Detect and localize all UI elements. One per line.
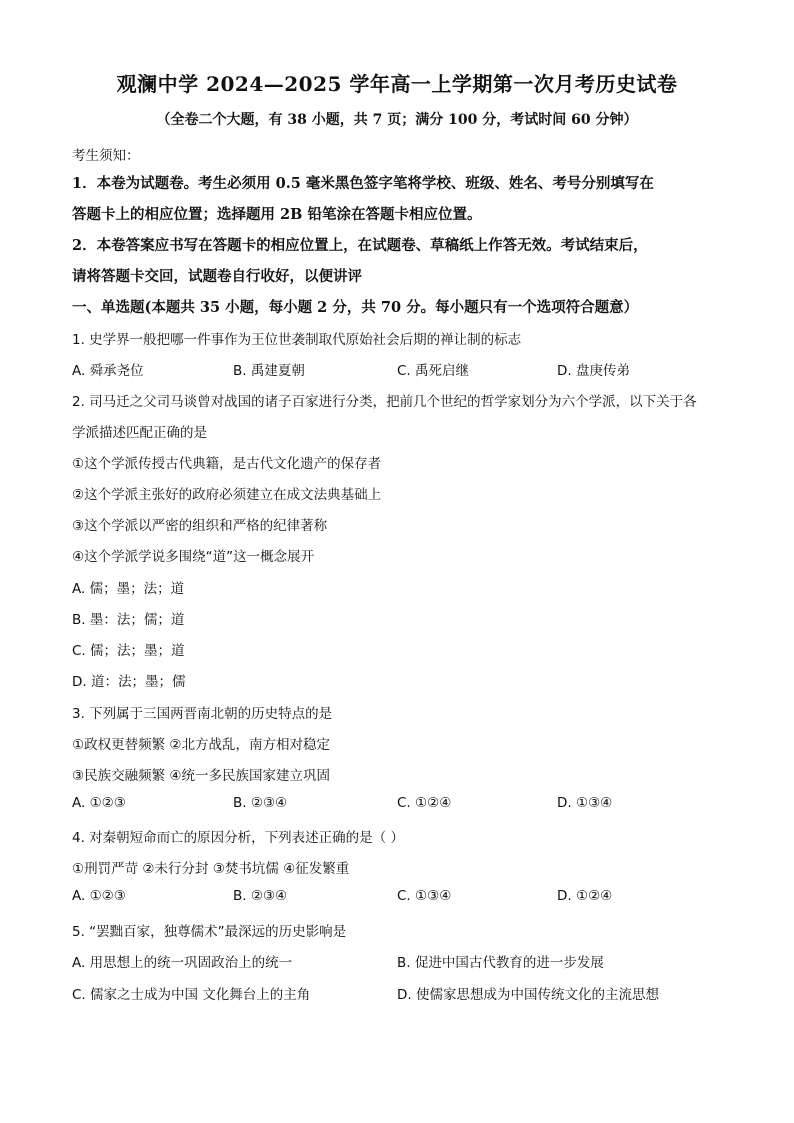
question-3-option-c: C. ①②④	[397, 795, 452, 811]
question-3-stem: 3. 下列属于三国两晋南北朝的历史特点的是	[72, 706, 333, 722]
question-4-option-b: B. ②③④	[233, 888, 288, 904]
question-1-option-a: A. 舜承尧位	[72, 363, 144, 379]
notice-item-1-line-2: 答题卡上的相应位置；选择题用 2B 铅笔涂在答题卡相应位置。	[72, 206, 482, 223]
question-2-option-d: D. 道：法；墨；儒	[72, 674, 186, 690]
question-4-statements: ①刑罚严苛 ②未行分封 ③焚书坑儒 ④征发繁重	[72, 861, 350, 877]
question-3-statements-1: ①政权更替频繁 ②北方战乱，南方相对稳定	[72, 737, 330, 753]
question-1-option-c: C. 禹死启继	[397, 363, 470, 379]
question-5-stem: 5. “罢黜百家，独尊儒术”最深远的历史影响是	[72, 924, 347, 940]
notice-item-1-line-1: 1．本卷为试题卷。考生必须用 0.5 毫米黑色签字笔将学校、班级、姓名、考号分别填写在	[72, 175, 654, 192]
question-1-option-b: B. 禹建夏朝	[233, 363, 305, 379]
question-3-option-b: B. ②③④	[233, 795, 288, 811]
question-2-statement-1: ①这个学派传授古代典籍，是古代文化遗产的保存者	[72, 456, 382, 472]
question-4-option-c: C. ①③④	[397, 888, 452, 904]
question-4-stem: 4. 对秦朝短命而亡的原因分析，下列表述正确的是（ ）	[72, 830, 404, 846]
question-2-stem-line-2: 学派描述匹配正确的是	[72, 425, 207, 441]
question-1-option-d: D. 盘庚传弟	[557, 363, 630, 379]
question-4-option-d: D. ①②④	[557, 888, 613, 904]
question-5-option-b: B. 促进中国古代教育的进一步发展	[397, 955, 604, 971]
question-2-option-a: A. 儒；墨；法；道	[72, 581, 185, 597]
question-2-option-c: C. 儒；法；墨；道	[72, 643, 185, 659]
question-3-option-a: A. ①②③	[72, 795, 126, 811]
section-heading: 一、单选题(本题共 35 小题，每小题 2 分，共 70 分。每小题只有一个选项符合题意）	[72, 299, 639, 316]
question-2-stem-line-1: 2. 司马迁之父司马谈曾对战国的诸子百家进行分类，把前几个世纪的哲学家划分为六个学派，以下关于各	[72, 394, 697, 410]
question-2-statement-4: ④这个学派学说多围绕“道”这一概念展开	[72, 549, 315, 565]
exam-subtitle: （全卷二个大题，有 38 小题，共 7 页；满分 100 分，考试时间 60 分钟）	[156, 112, 638, 128]
question-1-stem: 1. 史学界一般把哪一件事作为王位世袭制取代原始社会后期的禅让制的标志	[72, 332, 522, 348]
question-3-option-d: D. ①③④	[557, 795, 613, 811]
question-2-statement-3: ③这个学派以严密的组织和严格的纪律著称	[72, 518, 328, 534]
notice-heading: 考生须知：	[72, 148, 140, 164]
exam-title: 观澜中学 2024—2025 学年高一上学期第一次月考历史试卷	[116, 72, 678, 96]
question-3-statements-2: ③民族交融频繁 ④统一多民族国家建立巩固	[72, 768, 330, 784]
question-5-option-a: A. 用思想上的统一巩固政治上的统一	[72, 955, 293, 971]
question-2-option-b: B. 墨：法；儒；道	[72, 612, 185, 628]
question-5-option-c: C. 儒家之士成为中国 文化舞台上的主角	[72, 987, 311, 1003]
question-4-option-a: A. ①②③	[72, 888, 126, 904]
notice-item-2-line-1: 2．本卷答案应书写在答题卡的相应位置上，在试题卷、草稿纸上作答无效。考试结束后，	[72, 237, 648, 254]
question-2-statement-2: ②这个学派主张好的政府必须建立在成文法典基础上	[72, 487, 382, 503]
question-5-option-d: D. 使儒家思想成为中国传统文化的主流思想	[397, 987, 659, 1003]
notice-item-2-line-2: 请将答题卡交回，试题卷自行收好，以便讲评	[72, 268, 362, 285]
